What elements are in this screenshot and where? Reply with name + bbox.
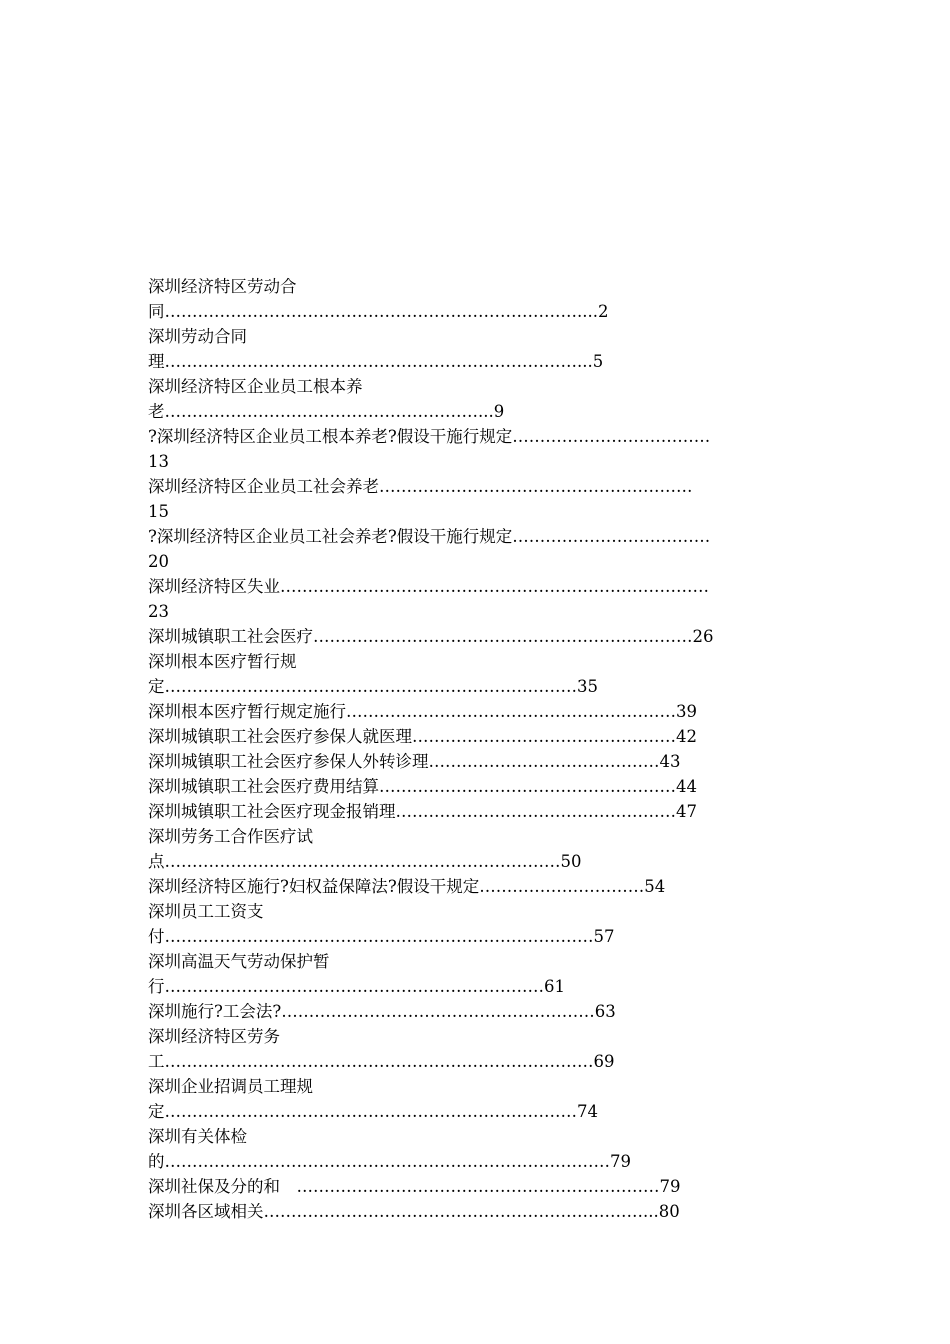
toc-line: ?深圳经济特区企业员工根本养老?假设干施行规定……………………………… xyxy=(148,427,711,446)
toc-line: ?深圳经济特区企业员工社会养老?假设干施行规定……………………………… xyxy=(148,527,711,546)
toc-line: 深圳经济特区失业…………………………………………………………………… xyxy=(148,577,709,596)
toc-line: 13 xyxy=(148,452,169,471)
toc-line: 深圳有关体检 xyxy=(148,1127,247,1146)
toc-line: 23 xyxy=(148,602,169,621)
toc-line: 深圳城镇职工社会医疗参保人就医理…………………………………………42 xyxy=(148,727,697,746)
toc-line: 深圳员工工资支 xyxy=(148,902,264,921)
toc-line: 老…………………………………………………...9 xyxy=(148,402,505,421)
toc-line: 20 xyxy=(148,552,169,571)
toc-line: 付……………………………………………………………………57 xyxy=(148,927,615,946)
toc-line: 深圳劳动合同 xyxy=(148,327,247,346)
toc-line: 的………………………………………………………………………79 xyxy=(148,1152,631,1171)
toc-line: 15 xyxy=(148,502,169,521)
toc-line: 深圳经济特区劳务 xyxy=(148,1027,280,1046)
toc-line: 深圳劳务工合作医疗试 xyxy=(148,827,313,846)
toc-line: 深圳高温天气劳动保护暂 xyxy=(148,952,330,971)
toc-line: 深圳企业招调员工理规 xyxy=(148,1077,313,1096)
toc-line: 深圳城镇职工社会医疗……………………………………………………………26 xyxy=(148,627,714,646)
toc-line: 定…………………………………………………………………35 xyxy=(148,677,598,696)
toc-line: 点………………………………………………………………50 xyxy=(148,852,582,871)
toc-line: 同…………………………………………………………………....2 xyxy=(148,302,609,321)
toc-line: 深圳经济特区企业员工社会养老………………………………………………… xyxy=(148,477,693,496)
toc-line: 深圳各区域相关……………………………………………………………...80 xyxy=(148,1202,680,1221)
toc-line: 深圳施行?工会法?…………………………………………………63 xyxy=(148,1002,616,1021)
toc-line: 深圳城镇职工社会医疗参保人外转诊理……………………………………43 xyxy=(148,752,681,771)
toc-line: 深圳根本医疗暂行规定施行……………………………………………………39 xyxy=(148,702,697,721)
toc-line: 深圳经济特区劳动合 xyxy=(148,277,297,296)
toc-line: 理…………………………………………………………………...5 xyxy=(148,352,604,371)
toc-line: 定…………………………………………………………………74 xyxy=(148,1102,598,1121)
toc-line: 深圳经济特区企业员工根本养 xyxy=(148,377,363,396)
toc-line: 深圳根本医疗暂行规 xyxy=(148,652,297,671)
toc-line: 深圳经济特区施行?妇权益保障法?假设干规定…………………………54 xyxy=(148,877,666,896)
toc-line: 工……………………………………………………………………69 xyxy=(148,1052,615,1071)
toc-line: 行……………………………………………………………61 xyxy=(148,977,565,996)
toc-line: 深圳社保及分的和 …………………………………………………………79 xyxy=(148,1177,681,1196)
toc-line: 深圳城镇职工社会医疗费用结算………………………………………………44 xyxy=(148,777,697,796)
table-of-contents xyxy=(148,274,808,1224)
toc-line: 深圳城镇职工社会医疗现金报销理……………………………………………47 xyxy=(148,802,697,821)
